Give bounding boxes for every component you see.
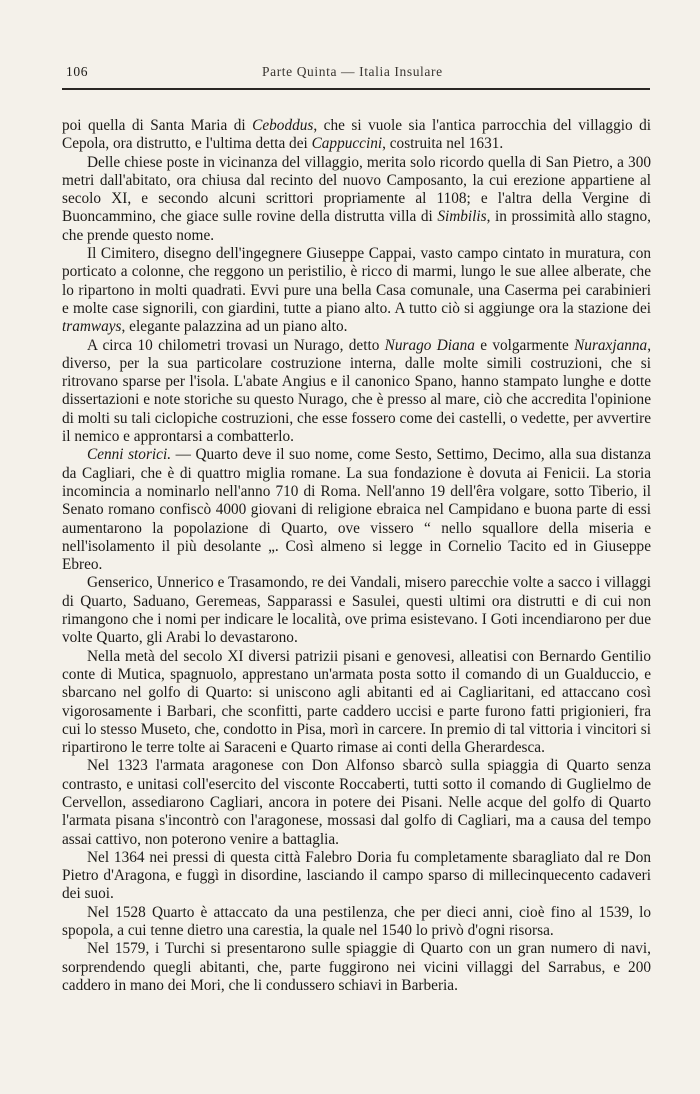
paragraph-8: Nel 1323 l'armata aragonese con Don Alfonso sbarcò sulla spiaggia di Quarto senza contrasto, e unitasi coll'esercito del visconte Roccaberti, tutti sotto il comando di Guglielmo de Cervellon, assediarono Cagliari, ancora in potere dei Pisani. Nelle acque del golfo di Quarto l'armata pisana s'incontrò con l'aragonese, mossasi dal golfo di Cagliari, ma a causa del tempo assai cattivo, non poterono venire a battaglia. <box>62 757 651 848</box>
paragraph-7: Nella metà del secolo XI diversi patrizii pisani e genovesi, alleatisi con Bernardo Gentilio conte di Mutica, spagnuolo, apprestano un'armata posta sotto il comando di un Gualduccio, e sbarcano nel golfo di Quarto: si uniscono agli abitanti ed ai Cagliaritani, ed attaccano così vigorosamente i Barbari, che sconfitti, parte caddero uccisi e parte furono fatti prigionieri, fra cui lo stesso Museto, che, condotto in Pisa, morì in carcere. In premio di tal vittoria i vincitori si ripartirono le terre tolte ai Saraceni e Quarto rimase ai conti della Gherardesca. <box>62 647 651 757</box>
header-rule <box>62 88 650 90</box>
paragraph-6: Genserico, Unnerico e Trasamondo, re dei Vandali, misero parecchie volte a sacco i villaggi di Quarto, Saduano, Geremeas, Sapparassi e Sasulei, questi ultimi ora distrutti e di cui non rimangono che i nomi per indicare le località, ove prima esistevano. I Goti incendiarono per due volte Quarto, gli Arabi lo devastarono. <box>62 574 651 647</box>
running-title: Parte Quinta — Italia Insulare <box>262 64 443 79</box>
paragraph-5: Cenni storici. — Quarto deve il suo nome, come Sesto, Settimo, Decimo, alla sua distanza da Cagliari, che è di quattro miglia romane. La sua fondazione è dovuta ai Fenicii. La storia incomincia a nominarlo nell'anno 710 di Roma. Nell'anno 19 dell'êra volgare, sotto Tiberio, il Senato romano confiscò 4000 giovani di religione ebraica nel Campidano e buona parte di essi aumentarono la popolazione di Quarto, ove vissero “ nello squallore della miseria e nell'isolamento il più desolante „. Così almeno si legge in Cornelio Tacito ed in Giuseppe Ebreo. <box>62 446 651 574</box>
body-text <box>62 117 651 995</box>
page-number: 106 <box>66 64 89 79</box>
paragraph-9: Nel 1364 nei pressi di questa città Falebro Doria fu completamente sbaragliato dal re Don Pietro d'Aragona, e fuggì in disordine, lasciando il campo sparso di millecinquecento cadaveri dei suoi. <box>62 848 651 903</box>
paragraph-2: Delle chiese poste in vicinanza del villaggio, merita solo ricordo quella di San Pietro, a 300 metri dall'abitato, ora chiusa dal recinto del nuovo Camposanto, la cui erezione appartiene al secolo XI, e secondo alcuni scrittori propriamente al 1108; e l'altra della Vergine di Buoncammino, che giace sulle rovine della distrutta villa di Simbilis, in prossimità allo stagno, che prende questo nome. <box>62 153 651 244</box>
paragraph-4: A circa 10 chilometri trovasi un Nurago, detto Nurago Diana e volgarmente Nuraxjanna, diverso, per la sua particolare costruzione interna, dalle molte simili costruzioni, che si ritrovano sparse per l'isola. L'abate Angius e il canonico Spano, hanno stampato lunghe e dotte dissertazioni e note storiche su questo Nurago, che è presso al mare, ciò che accredita l'opinione di molti su tali ciclopiche costruzioni, che esse fossero come dei castelli, o vedette, per avvertire il nemico e approntarsi a combatterlo. <box>62 336 652 446</box>
paragraph-10: Nel 1528 Quarto è attaccato da una pestilenza, che per dieci anni, cioè fino al 1539, lo spopola, a cui tenne dietro una carestia, la quale nel 1540 lo privò d'ogni risorsa. <box>62 903 651 940</box>
paragraph-11: Nel 1579, i Turchi si presentarono sulle spiaggie di Quarto con un gran numero di navi, sorprendendo quegli abitanti, che, parte fuggirono nei vicini villaggi del Sarrabus, e 200 caddero in mano dei Mori, che li condussero schiavi in Barberia. <box>62 940 651 994</box>
paragraph-3: Il Cimitero, disegno dell'ingegnere Giuseppe Cappai, vasto campo cintato in muratura, con porticato a colonne, che reggono un peristilio, è ricco di marmi, lungo le sue allee alberate, che lo ripartono in molti quadrati. Evvi pure una bella Casa comunale, una Caserma pei carabinieri e molte case signorili, con giardini, tutte a piano alto. A tutto ciò si aggiunge ora la stazione dei tramways, elegante palazzina ad un piano alto. <box>62 245 651 336</box>
page-header <box>66 62 648 84</box>
paragraph-1: poi quella di Santa Maria di Ceboddus, che si vuole sia l'antica parrocchia del villaggio di Cepola, ora distrutto, e l'ultima detta dei Cappuccini, costruita nel 1631. <box>62 117 651 153</box>
